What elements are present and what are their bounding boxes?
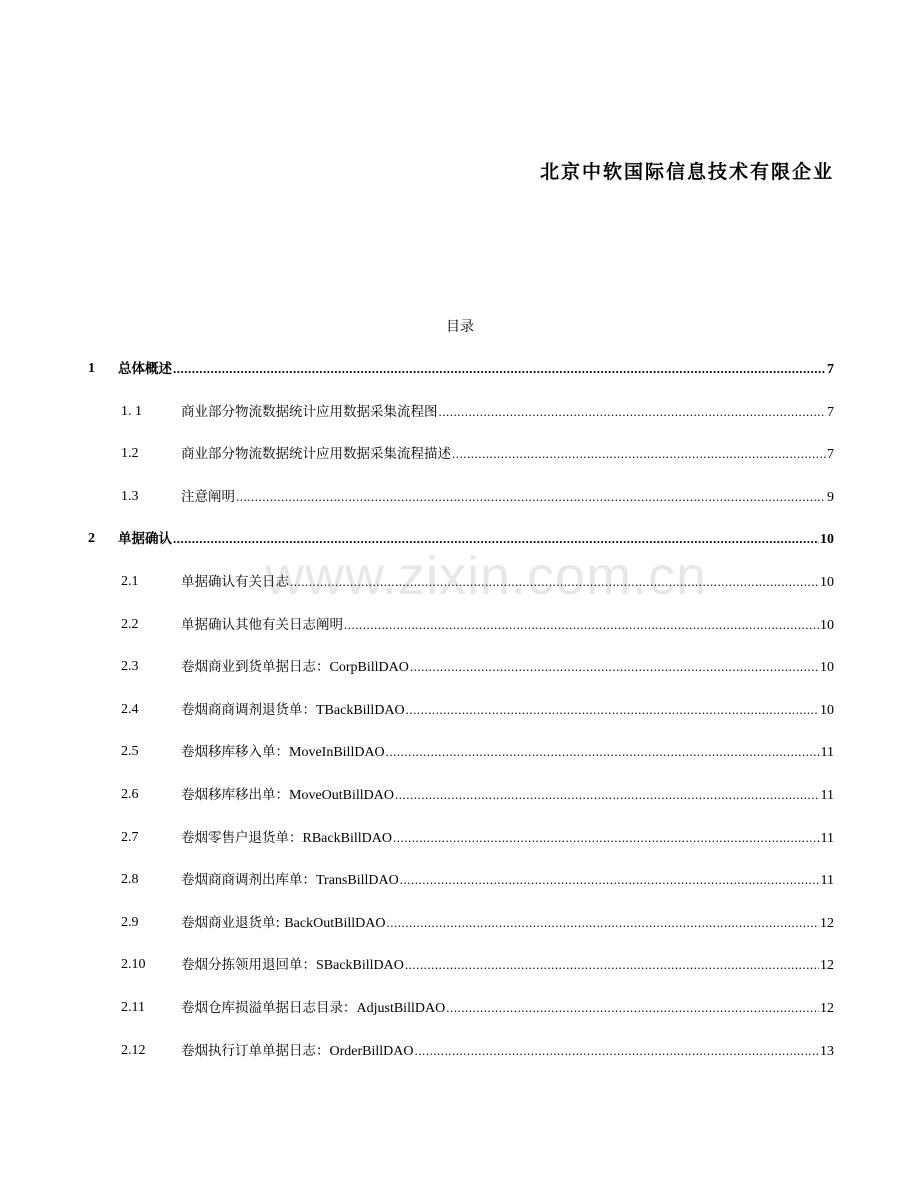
toc-leader-dots	[400, 869, 820, 891]
toc-entry-page: 9	[827, 490, 834, 505]
toc-entry-title-text: 商业部分物流数据统计应用数据采集流程图	[181, 404, 438, 420]
toc-entry-title	[181, 486, 235, 508]
toc-entry-line	[181, 912, 834, 935]
toc-leader-dots	[439, 401, 827, 423]
toc-entry-number: 1. 1	[121, 404, 142, 419]
toc-entry-title	[181, 869, 399, 892]
toc-entry[interactable]	[0, 358, 920, 380]
toc-entry[interactable]	[0, 997, 920, 1019]
toc-entry[interactable]	[0, 954, 920, 976]
toc-entry-title-text: 单据确认有关日志	[181, 574, 289, 590]
toc-entry-number: 1.2	[121, 446, 139, 461]
toc-entry-line	[181, 614, 834, 637]
toc-entry-page: 7	[827, 447, 834, 462]
toc-entry-code: BackOutBillDAO	[284, 916, 386, 931]
toc-entry-code: RBackBillDAO	[302, 831, 392, 846]
toc-leader-dots	[386, 912, 819, 934]
toc-entry-title-text: 卷烟分拣领用退回单：	[181, 957, 316, 973]
toc-title: 目录	[446, 319, 474, 335]
toc-entry-title	[181, 784, 394, 807]
toc-entry-line	[181, 401, 834, 424]
toc-entry-title	[181, 997, 445, 1020]
toc-entry[interactable]	[0, 869, 920, 891]
toc-entry-title-text: 卷烟商业退货单:	[181, 915, 285, 931]
toc-entry-code: OrderBillDAO	[329, 1044, 414, 1059]
toc-entry[interactable]	[0, 656, 920, 678]
toc-entry-title-text: 卷烟仓库损溢单据日志目录：	[181, 1000, 357, 1016]
toc-entry-line	[118, 528, 834, 551]
toc-entry-line	[181, 571, 834, 594]
toc-entry-number: 2	[88, 531, 95, 546]
toc-entry-title-text: 卷烟商商调剂出库单：	[181, 872, 316, 888]
toc-entry-number: 2.6	[121, 787, 139, 802]
toc-entry-page: 10	[820, 660, 834, 675]
toc-entry-line	[181, 443, 834, 466]
toc-entry-page: 10	[820, 703, 834, 718]
toc-entry-title	[118, 528, 172, 550]
toc-leader-dots	[173, 358, 826, 380]
toc-leader-dots	[236, 486, 826, 508]
toc-entry[interactable]	[0, 443, 920, 465]
toc-entry[interactable]	[0, 699, 920, 721]
toc-entry-title-text: 卷烟商业到货单据日志：	[181, 659, 330, 675]
toc-entry[interactable]	[0, 827, 920, 849]
toc-entry-page: 13	[820, 1044, 834, 1059]
toc-entry-title	[181, 912, 385, 935]
toc-entry-title	[181, 571, 289, 593]
toc-entry-line	[181, 699, 834, 722]
toc-entry-page: 10	[820, 532, 834, 547]
toc-entry[interactable]	[0, 741, 920, 763]
toc-entry-line	[181, 741, 834, 764]
toc-entry-title-text: 商业部分物流数据统计应用数据采集流程描述	[181, 446, 451, 462]
toc-entry-number: 2.2	[121, 617, 139, 632]
toc-entry-page: 10	[820, 618, 834, 633]
toc-entry-title	[181, 401, 438, 423]
toc-entry-page: 12	[820, 958, 834, 973]
toc-entry-title	[181, 614, 343, 636]
toc-entry-number: 1.3	[121, 489, 139, 504]
toc-entry-line	[181, 1040, 834, 1063]
toc-entry-title	[118, 358, 172, 380]
toc-entry-number: 2.11	[121, 1000, 145, 1015]
toc-entry-title-text: 单据确认其他有关日志阐明	[181, 617, 343, 633]
toc-entry-title	[181, 1040, 414, 1063]
toc-leader-dots	[173, 528, 819, 550]
toc-entry-title	[181, 741, 385, 764]
toc-entry-number: 2.12	[121, 1043, 146, 1058]
toc-entry-code: SBackBillDAO	[316, 958, 404, 973]
toc-entry-page: 11	[820, 788, 834, 803]
company-name: 北京中软国际信息技术有限企业	[539, 161, 834, 183]
toc-leader-dots	[395, 784, 820, 806]
toc-leader-dots	[405, 954, 819, 976]
toc-leader-dots	[386, 741, 820, 763]
toc-leader-dots	[415, 1040, 820, 1062]
toc-entry-page: 11	[820, 873, 834, 888]
toc-entry-title	[181, 656, 409, 679]
toc-entry-number: 1	[88, 361, 95, 376]
toc-entry-page: 7	[827, 405, 834, 420]
toc-entry-number: 2.7	[121, 830, 139, 845]
toc-entry-title-text: 卷烟移库移入单：	[181, 744, 289, 760]
toc-leader-dots	[290, 571, 819, 593]
toc-entry-number: 2.3	[121, 659, 139, 674]
toc-entry-line	[118, 358, 834, 381]
toc-entry-title	[181, 443, 451, 465]
toc-entry-number: 2.8	[121, 872, 139, 887]
toc-entry-line	[181, 656, 834, 679]
toc-entry-title-text: 卷烟商商调剂退货单：	[181, 702, 316, 718]
toc-entry-line	[181, 954, 834, 977]
toc-entry[interactable]	[0, 912, 920, 934]
toc-entry-title-text: 卷烟执行订单单据日志：	[181, 1043, 330, 1059]
toc-entry-line	[181, 869, 834, 892]
toc-leader-dots	[410, 656, 819, 678]
toc-entry-code: TBackBillDAO	[316, 703, 405, 718]
toc-leader-dots	[406, 699, 819, 721]
toc-entry-line	[181, 997, 834, 1020]
toc-leader-dots	[344, 614, 819, 636]
toc-entry-line	[181, 486, 834, 509]
toc-entry-title	[181, 699, 405, 722]
toc-entry-page: 7	[827, 362, 834, 377]
toc-entry-title-text: 注意阐明	[181, 489, 235, 505]
toc-entry-number: 2.4	[121, 702, 139, 717]
toc-entry-title-text: 单据确认	[118, 531, 172, 547]
toc-entry[interactable]	[0, 571, 920, 593]
toc-entry-code: AdjustBillDAO	[356, 1001, 446, 1016]
toc-entry-code: TransBillDAO	[316, 873, 399, 888]
watermark: www.zixin.com.cn	[265, 546, 708, 606]
toc-entry-page: 11	[820, 745, 834, 760]
toc-entry-line	[181, 784, 834, 807]
toc-entry-title-text: 卷烟移库移出单：	[181, 787, 289, 803]
toc-entry-page: 12	[820, 1001, 834, 1016]
toc-entry[interactable]	[0, 486, 920, 508]
toc-entry[interactable]	[0, 614, 920, 636]
toc-leader-dots	[446, 997, 819, 1019]
toc-entry-number: 2.9	[121, 915, 139, 930]
toc-entry-number: 2.5	[121, 744, 139, 759]
toc-entry[interactable]	[0, 401, 920, 423]
toc-entry-page: 11	[820, 831, 834, 846]
toc-entry-number: 2.1	[121, 574, 139, 589]
toc-entry-code: CorpBillDAO	[329, 660, 409, 675]
toc-entry[interactable]	[0, 1040, 920, 1062]
toc-entry-title	[181, 827, 392, 850]
toc-entry-title-text: 卷烟零售户退货单：	[181, 830, 303, 846]
toc-entry-code: MoveInBillDAO	[289, 745, 385, 760]
toc-leader-dots	[393, 827, 820, 849]
toc-entry[interactable]	[0, 784, 920, 806]
toc-entry-page: 10	[820, 575, 834, 590]
toc-entry-number: 2.10	[121, 957, 146, 972]
toc-entry-page: 12	[820, 916, 834, 931]
toc-entry-title	[181, 954, 404, 977]
toc-entry[interactable]	[0, 528, 920, 550]
toc-entry-title-text: 总体概述	[118, 361, 172, 377]
toc-entry-line	[181, 827, 834, 850]
toc-entry-code: MoveOutBillDAO	[289, 788, 394, 803]
toc-leader-dots	[452, 443, 826, 465]
